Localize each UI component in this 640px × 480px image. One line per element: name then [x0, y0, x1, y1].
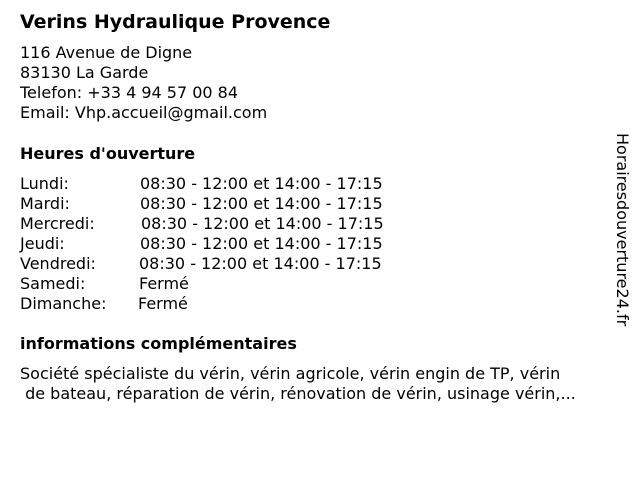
- time-value: Fermé: [138, 294, 188, 313]
- time-value: 08:30 - 12:00 et 14:00 - 17:15: [140, 174, 383, 193]
- additional-info-text: [20, 364, 576, 404]
- site-watermark: [610, 133, 634, 343]
- business-address: [20, 43, 267, 123]
- address-street: 116 Avenue de Digne: [20, 43, 193, 62]
- opening-hours-heading: Heures d'ouverture: [20, 144, 196, 163]
- day-label: Mardi:: [20, 194, 70, 213]
- time-value: 08:30 - 12:00 et 14:00 - 17:15: [139, 254, 382, 273]
- day-label: Samedi:: [20, 274, 86, 293]
- time-value: 08:30 - 12:00 et 14:00 - 17:15: [140, 234, 383, 253]
- info-line-1: Société spécialiste du vérin, vérin agricole, vérin engin de TP, vérin: [20, 364, 561, 383]
- info-line-2: de bateau, réparation de vérin, rénovation de vérin, usinage vérin,...: [20, 384, 576, 403]
- time-value: 08:30 - 12:00 et 14:00 - 17:15: [140, 194, 383, 213]
- day-label: Vendredi:: [20, 254, 96, 273]
- address-city: 83130 La Garde: [20, 63, 149, 82]
- watermark-text: Horairesdouverture24.fr: [613, 133, 632, 327]
- business-name: Verins Hydraulique Provence: [20, 11, 331, 33]
- additional-info-heading: informations complémentaires: [20, 334, 297, 353]
- phone-number: Telefon: +33 4 94 57 00 84: [20, 83, 239, 102]
- day-label: Jeudi:: [20, 234, 65, 253]
- time-value: Fermé: [139, 274, 189, 293]
- day-label: Lundi:: [20, 174, 69, 193]
- day-label: Mercredi:: [20, 214, 95, 233]
- email-address: Email: Vhp.accueil@gmail.com: [20, 103, 268, 122]
- day-label: Dimanche:: [20, 294, 107, 313]
- time-value: 08:30 - 12:00 et 14:00 - 17:15: [141, 214, 384, 233]
